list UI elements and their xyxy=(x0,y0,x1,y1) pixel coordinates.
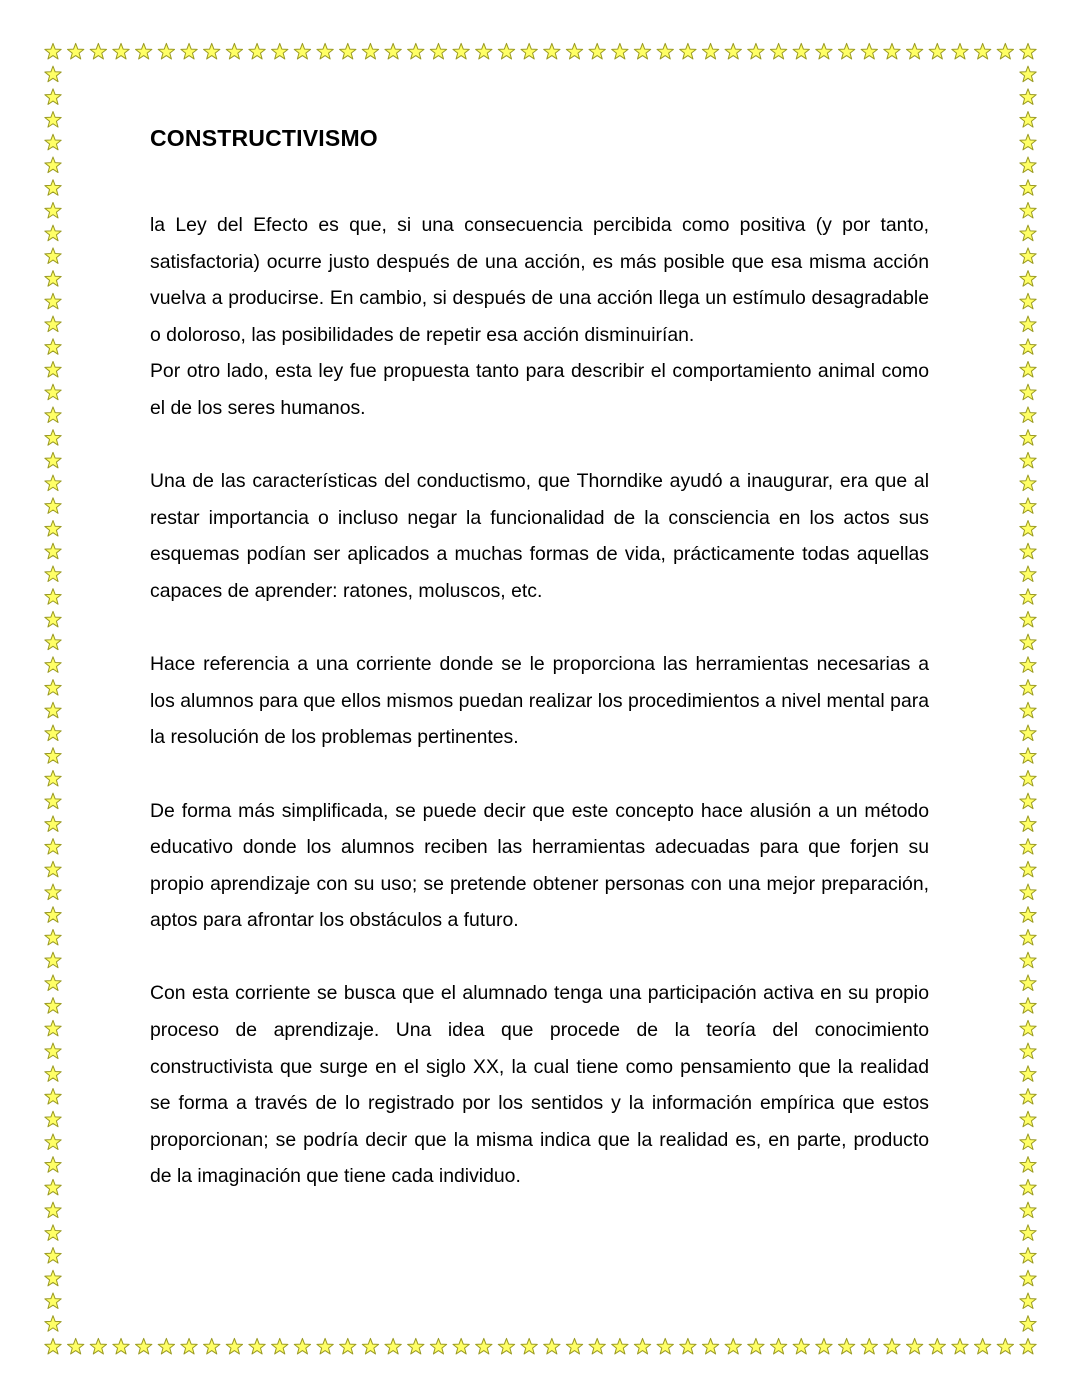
star-icon xyxy=(634,43,650,59)
star-icon xyxy=(1020,657,1036,673)
star-icon xyxy=(521,1338,537,1354)
star-icon xyxy=(340,43,356,59)
star-icon xyxy=(294,1338,310,1354)
star-icon xyxy=(45,384,61,400)
star-icon xyxy=(45,271,61,287)
star-icon xyxy=(974,1338,990,1354)
star-icon xyxy=(226,1338,242,1354)
star-icon xyxy=(45,861,61,877)
star-icon xyxy=(1020,430,1036,446)
star-icon xyxy=(113,1338,129,1354)
paragraph-hace-referencia: Hace referencia a una corriente donde se le proporciona las herramientas necesarias a los alumnos para que ellos mismos puedan realizar los procedimientos a nivel mental para la resolución de los problemas pertinentes. xyxy=(150,653,929,749)
star-icon xyxy=(45,430,61,446)
star-icon xyxy=(1020,43,1036,59)
star-icon xyxy=(1020,271,1036,287)
star-icon xyxy=(612,1338,628,1354)
star-icon xyxy=(68,1338,84,1354)
star-icon xyxy=(45,748,61,764)
star-icon xyxy=(90,1338,106,1354)
star-icon xyxy=(68,43,84,59)
star-icon xyxy=(770,43,786,59)
star-icon xyxy=(1020,134,1036,150)
paragraph-ley-del-efecto: la Ley del Efecto es que, si una consecuencia percibida como positiva (y por tanto, satisfactoria) ocurre justo después de una acción, es más posible que esa misma acción vuelva a producirse. En cambio, si después de una acción llega un estímulo desagradable o doloroso, las posibilidades de repetir esa acción disminuirían. xyxy=(150,214,929,346)
star-icon xyxy=(45,770,61,786)
star-icon xyxy=(1020,1293,1036,1309)
star-icon xyxy=(725,1338,741,1354)
star-icon xyxy=(566,43,582,59)
paragraph-forma-simplificada: De forma más simplificada, se puede decir que este concepto hace alusión a un método educativo donde los alumnos reciben las herramientas adecuadas para que forjen su propio aprendizaje con su uso; se pretende obtener personas con una mejor preparación, aptos para afrontar los obstáculos a futuro. xyxy=(150,799,929,932)
star-icon xyxy=(45,1020,61,1036)
star-icon xyxy=(45,634,61,650)
star-icon xyxy=(45,293,61,309)
star-icon xyxy=(544,43,560,59)
star-icon xyxy=(45,43,61,59)
star-icon xyxy=(1020,952,1036,968)
star-icon xyxy=(1020,1225,1036,1241)
star-icon xyxy=(1020,1202,1036,1218)
star-icon xyxy=(476,1338,492,1354)
star-icon xyxy=(45,498,61,514)
star-icon xyxy=(136,43,152,59)
star-icon xyxy=(1020,793,1036,809)
star-icon xyxy=(702,43,718,59)
star-icon xyxy=(1020,112,1036,128)
star-icon xyxy=(45,180,61,196)
star-icon xyxy=(1020,293,1036,309)
star-icon xyxy=(430,1338,446,1354)
star-icon xyxy=(1020,475,1036,491)
star-icon xyxy=(113,43,129,59)
star-icon xyxy=(45,1134,61,1150)
star-icon xyxy=(680,43,696,59)
star-icon xyxy=(793,43,809,59)
star-icon xyxy=(1020,1157,1036,1173)
star-icon xyxy=(1020,611,1036,627)
star-icon xyxy=(589,1338,605,1354)
star-icon xyxy=(974,43,990,59)
star-icon xyxy=(45,1043,61,1059)
star-icon xyxy=(45,589,61,605)
star-icon xyxy=(45,952,61,968)
star-icon xyxy=(1020,1066,1036,1082)
star-icon xyxy=(317,1338,333,1354)
star-icon xyxy=(45,1202,61,1218)
star-icon xyxy=(340,1338,356,1354)
star-icon xyxy=(1020,452,1036,468)
star-icon xyxy=(1020,816,1036,832)
star-icon xyxy=(770,1338,786,1354)
star-icon xyxy=(838,1338,854,1354)
star-icon xyxy=(45,134,61,150)
star-icon xyxy=(158,43,174,59)
star-icon xyxy=(680,1338,696,1354)
star-icon xyxy=(929,43,945,59)
star-icon xyxy=(544,1338,560,1354)
star-icon xyxy=(45,884,61,900)
star-icon xyxy=(884,1338,900,1354)
star-icon xyxy=(45,452,61,468)
star-icon xyxy=(272,43,288,59)
star-icon xyxy=(1020,1134,1036,1150)
star-icon xyxy=(657,43,673,59)
star-icon xyxy=(45,657,61,673)
star-icon xyxy=(702,1338,718,1354)
document-title: CONSTRUCTIVISMO xyxy=(150,125,378,151)
star-icon xyxy=(1020,1020,1036,1036)
star-icon xyxy=(45,793,61,809)
star-icon xyxy=(204,1338,220,1354)
star-icon xyxy=(45,1316,61,1332)
star-icon xyxy=(589,43,605,59)
star-icon xyxy=(45,1111,61,1127)
star-icon xyxy=(997,43,1013,59)
star-icon xyxy=(45,1179,61,1195)
star-icon xyxy=(1020,180,1036,196)
star-icon xyxy=(1020,566,1036,582)
star-icon xyxy=(45,1338,61,1354)
star-icon xyxy=(1020,589,1036,605)
star-icon xyxy=(1020,498,1036,514)
star-icon xyxy=(249,43,265,59)
star-icon xyxy=(45,725,61,741)
star-icon xyxy=(45,929,61,945)
star-icon xyxy=(1020,521,1036,537)
star-icon xyxy=(226,43,242,59)
paragraph-por-otro-lado: Por otro lado, esta ley fue propuesta tanto para describir el comportamiento animal como el de los seres humanos. xyxy=(150,360,929,419)
star-icon xyxy=(1020,1316,1036,1332)
star-icon xyxy=(453,1338,469,1354)
star-icon xyxy=(45,1088,61,1104)
star-icon xyxy=(45,839,61,855)
star-icon xyxy=(294,43,310,59)
star-icon xyxy=(748,1338,764,1354)
star-icon xyxy=(566,1338,582,1354)
star-icon xyxy=(725,43,741,59)
paragraph-con-esta-corriente: Con esta corriente se busca que el alumnado tenga una participación activa en su propio proceso de aprendizaje. Una idea que procede de la teoría del conocimiento constructivista que surge en el siglo XX, la cual tiene como pensamiento que la realidad se forma a través de lo registrado por los sentidos y la información empírica que estos proporcionan; se podría decir que la misma indica que la realidad es, en parte, producto de la imaginación que tiene cada individuo. xyxy=(150,982,929,1188)
star-icon xyxy=(1020,543,1036,559)
star-icon xyxy=(1020,748,1036,764)
star-icon xyxy=(929,1338,945,1354)
star-icon xyxy=(90,43,106,59)
star-icon xyxy=(1020,66,1036,82)
star-icon xyxy=(45,1248,61,1264)
star-icon xyxy=(997,1338,1013,1354)
document-content xyxy=(150,118,929,1195)
star-icon xyxy=(249,1338,265,1354)
star-icon xyxy=(884,43,900,59)
star-icon xyxy=(1020,725,1036,741)
star-icon xyxy=(1020,861,1036,877)
star-icon xyxy=(158,1338,174,1354)
star-icon xyxy=(1020,907,1036,923)
star-icon xyxy=(45,1066,61,1082)
star-icon xyxy=(45,611,61,627)
star-icon xyxy=(1020,702,1036,718)
star-icon xyxy=(1020,770,1036,786)
star-icon xyxy=(45,66,61,82)
star-icon xyxy=(45,907,61,923)
star-icon xyxy=(45,566,61,582)
star-icon xyxy=(521,43,537,59)
star-icon xyxy=(385,1338,401,1354)
star-icon xyxy=(45,1157,61,1173)
star-icon xyxy=(45,998,61,1014)
star-icon xyxy=(1020,1043,1036,1059)
star-icon xyxy=(1020,361,1036,377)
star-icon xyxy=(408,1338,424,1354)
star-icon xyxy=(45,225,61,241)
star-icon xyxy=(952,43,968,59)
star-icon xyxy=(362,43,378,59)
star-icon xyxy=(1020,1179,1036,1195)
star-icon xyxy=(1020,316,1036,332)
star-icon xyxy=(45,202,61,218)
star-icon xyxy=(816,43,832,59)
star-icon xyxy=(498,1338,514,1354)
star-icon xyxy=(634,1338,650,1354)
star-icon xyxy=(1020,634,1036,650)
star-icon xyxy=(1020,248,1036,264)
star-icon xyxy=(45,112,61,128)
star-icon xyxy=(838,43,854,59)
star-icon xyxy=(1020,884,1036,900)
star-icon xyxy=(861,1338,877,1354)
star-icon xyxy=(952,1338,968,1354)
star-icon xyxy=(45,475,61,491)
star-icon xyxy=(181,43,197,59)
star-icon xyxy=(612,43,628,59)
star-icon xyxy=(1020,998,1036,1014)
star-icon xyxy=(1020,339,1036,355)
star-icon xyxy=(748,43,764,59)
star-icon xyxy=(1020,1338,1036,1354)
star-icon xyxy=(861,43,877,59)
star-icon xyxy=(1020,384,1036,400)
star-icon xyxy=(657,1338,673,1354)
star-icon xyxy=(1020,1270,1036,1286)
star-icon xyxy=(1020,680,1036,696)
star-icon xyxy=(793,1338,809,1354)
star-icon xyxy=(45,816,61,832)
star-icon xyxy=(45,339,61,355)
star-icon xyxy=(430,43,446,59)
star-icon xyxy=(362,1338,378,1354)
star-icon xyxy=(1020,157,1036,173)
star-icon xyxy=(1020,839,1036,855)
star-icon xyxy=(272,1338,288,1354)
star-icon xyxy=(45,1270,61,1286)
star-icon xyxy=(181,1338,197,1354)
star-icon xyxy=(1020,225,1036,241)
star-icon xyxy=(45,702,61,718)
star-icon xyxy=(45,975,61,991)
star-icon xyxy=(45,248,61,264)
star-icon xyxy=(45,1293,61,1309)
star-icon xyxy=(476,43,492,59)
star-icon xyxy=(45,407,61,423)
star-icon xyxy=(1020,407,1036,423)
paragraph-conductismo: Una de las características del conductismo, que Thorndike ayudó a inaugurar, era que al restar importancia o incluso negar la funcionalidad de la consciencia en los actos sus esquemas podían ser aplicados a muchas formas de vida, prácticamente todas aquellas capaces de aprender: ratones, moluscos, etc. xyxy=(150,470,929,602)
star-icon xyxy=(1020,1111,1036,1127)
star-icon xyxy=(906,43,922,59)
star-icon xyxy=(1020,1248,1036,1264)
document-body xyxy=(150,207,929,1195)
star-icon xyxy=(816,1338,832,1354)
star-icon xyxy=(1020,89,1036,105)
star-icon xyxy=(45,1225,61,1241)
star-icon xyxy=(1020,975,1036,991)
star-icon xyxy=(45,521,61,537)
star-icon xyxy=(906,1338,922,1354)
star-icon xyxy=(1020,1088,1036,1104)
star-icon xyxy=(385,43,401,59)
star-icon xyxy=(45,543,61,559)
star-icon xyxy=(45,89,61,105)
star-icon xyxy=(498,43,514,59)
star-icon xyxy=(408,43,424,59)
star-icon xyxy=(1020,202,1036,218)
star-icon xyxy=(317,43,333,59)
star-icon xyxy=(1020,929,1036,945)
star-icon xyxy=(45,361,61,377)
star-icon xyxy=(45,157,61,173)
star-icon xyxy=(136,1338,152,1354)
star-icon xyxy=(453,43,469,59)
star-icon xyxy=(45,680,61,696)
star-icon xyxy=(204,43,220,59)
star-icon xyxy=(45,316,61,332)
